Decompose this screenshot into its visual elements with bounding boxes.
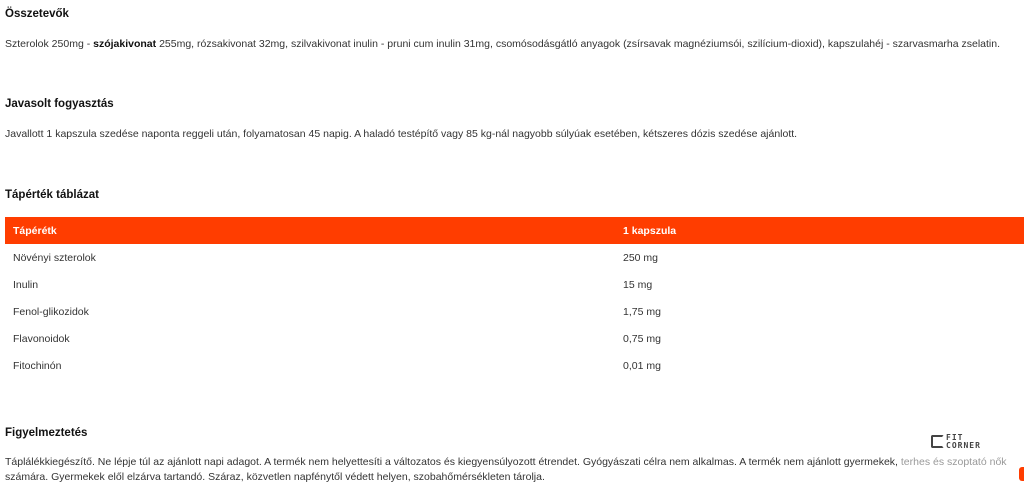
nutrient-name: Inulin	[13, 278, 39, 291]
nutrient-name: Növényi szterolok	[13, 251, 96, 264]
warning-text-muted: terhes és szoptató nők	[900, 456, 1007, 468]
fitcorner-logo	[931, 434, 981, 449]
logo-line1: FIT	[946, 433, 964, 442]
table-row	[5, 352, 1024, 379]
nutrient-amount: 0,75 mg	[623, 332, 661, 345]
nutrient-amount: 250 mg	[623, 251, 659, 264]
table-row	[5, 271, 1024, 298]
warning-text	[5, 455, 1019, 485]
usage-title: Javasolt fogyasztás	[5, 98, 114, 110]
ingredients-title: Összetevők	[5, 8, 69, 20]
column-header-nutrient: Tápérétk	[5, 217, 623, 244]
ingredients-bold: szójakivonat	[93, 38, 157, 50]
ingredients-text	[5, 38, 1000, 50]
ingredients-text-end: 255mg, rózsakivonat 32mg, szilvakivonat inulin - pruni cum inulin 31mg, csomósodásgátló anyagok (zsírsavak magnéziumsói, szilícium-dioxid), kapszulahéj - szarvasmarha zselatin.	[156, 38, 1001, 50]
nutrient-name: Flavonoidok	[13, 332, 70, 345]
logo-mark-icon	[931, 435, 944, 448]
logo-line2: CORNER	[946, 440, 981, 450]
table-row	[5, 244, 1024, 271]
usage-text: Javallott 1 kapszula szedése naponta reggeli után, folyamatosan 45 napig. A haladó testépítő vagy 85 kg-nál nagyobb súlyúak esetében, kétszeres dózis szedése ajánlott.	[5, 128, 798, 140]
nutrient-amount: 15 mg	[623, 278, 653, 291]
nutrient-name: Fitochinón	[13, 359, 62, 372]
table-row	[5, 298, 1024, 325]
side-tab[interactable]	[1019, 467, 1024, 481]
warning-text-line2: számára. Gyermekek elől elzárva tartandó. Száraz, közvetlen napfénytől védett helyen, szobahőmérsékleten tárolja.	[5, 471, 545, 483]
nutrient-amount: 1,75 mg	[623, 305, 661, 318]
warning-text-main: Táplálékkiegészítő. Ne lépje túl az ajánlott napi adagot. A termék nem helyettesíti a változatos és kiegyensúlyozott étrendet. Gyógyászati célra nem alkalmas. A termék nem ajánlott gyermekek,	[5, 456, 901, 468]
table-row	[5, 325, 1024, 352]
table-header-row	[5, 217, 1024, 244]
nutrient-name: Fenol-glikozidok	[13, 305, 89, 318]
nutrient-amount: 0,01 mg	[623, 359, 661, 372]
nutrition-table	[5, 217, 1024, 379]
logo-text	[946, 434, 981, 449]
nutrition-title: Tápérték táblázat	[5, 189, 99, 201]
warning-title: Figyelmeztetés	[5, 427, 88, 439]
ingredients-text-start: Szterolok 250mg -	[5, 38, 94, 50]
column-header-per-capsule: 1 kapszula	[623, 217, 1024, 244]
